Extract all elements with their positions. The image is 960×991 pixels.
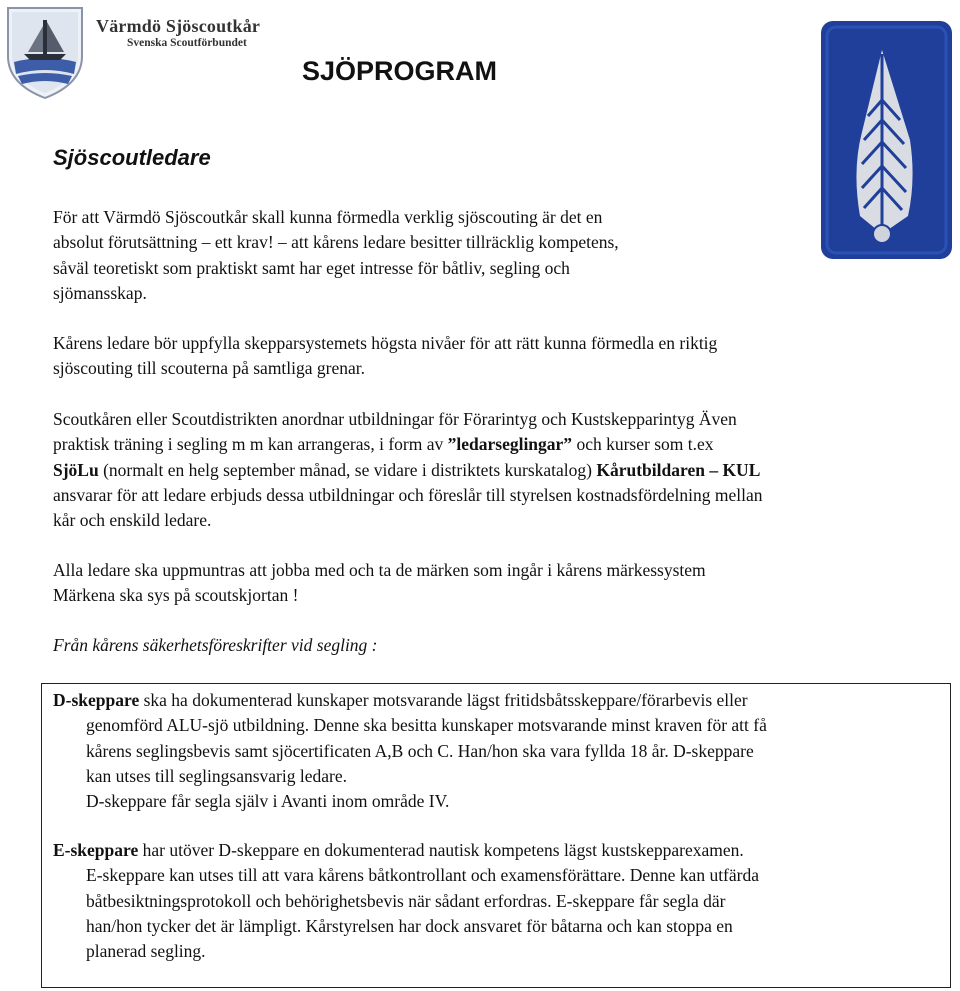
d-skipper-item (53, 688, 933, 814)
text-line: han/hon tycker det är lämpligt. Kårstyrelsen har dock ansvaret för båtarna och kan stoppa en (86, 915, 733, 936)
e-skipper-item (53, 838, 933, 964)
text-line: För att Värmdö Sjöscoutkår skall kunna förmedla verklig sjöscouting är det en (53, 207, 603, 227)
section-title: Sjöscoutledare (53, 145, 211, 170)
text-line: kan utses till seglingsansvarig ledare. (86, 765, 347, 786)
text-line: Märkena ska sys på scoutskjortan ! (53, 585, 299, 606)
text-line: E-skeppare har utöver D-skeppare en dokumenterad nautisk kompetens lägst kustskepparexamen. (53, 840, 744, 860)
d-skipper-term: D-skeppare (53, 690, 140, 710)
training-paragraph (53, 407, 943, 533)
text-line: Scoutkåren eller Scoutdistrikten anordnar utbildningar för Förarintyg och Kustskepparintyg Även (53, 409, 737, 429)
text-line: båtbesiktningsprotokoll och behörighetsbevis när sådant erfordras. E-skeppare får segla där (86, 890, 726, 911)
text-line: planerad segling. (86, 941, 206, 962)
text-line: kårens seglingsbevis samt sjöcertificaten A,B och C. Han/hon ska vara fyllda 18 år. D-skeppare (86, 740, 754, 761)
badges-paragraph (53, 558, 943, 609)
page-title: SJÖPROGRAM (302, 56, 498, 86)
club-logo (4, 4, 86, 100)
text-line: sjömansskap. (53, 282, 147, 303)
e-skipper-term: E-skeppare (53, 840, 139, 860)
org-subtitle: Svenska Scoutförbundet (127, 37, 247, 49)
org-name: Värmdö Sjöscoutkår (96, 16, 261, 36)
kul-term: Kårutbildaren – KUL (596, 459, 761, 480)
text-line: Alla ledare ska uppmuntras att jobba med och ta de märken som ingår i kårens märkessystem (53, 560, 706, 580)
text-line: Kårens ledare bör uppfylla skepparsystemets högsta nivåer för att rätt kunna förmedla en riktig (53, 333, 718, 353)
text-line: ansvarar för att ledare erbjuds dessa utbildningar och föreslår till styrelsen kostnadsfördelning mellan (53, 484, 763, 505)
skipper-level-paragraph (53, 331, 943, 382)
text-line: kår och enskild ledare. (53, 510, 212, 531)
intro-paragraph (53, 205, 943, 306)
text-line: genomförd ALU-sjö utbildning. Denne ska besitta kunskaper motsvarande minst kraven för att få (86, 715, 767, 736)
text-line: såväl teoretiskt som praktiskt samt har eget intresse för båtliv, segling och (53, 257, 570, 278)
text-line: absolut förutsättning – ett krav! – att kårens ledare besitter tillräcklig kompetens, (53, 232, 619, 253)
text-line: praktisk träning i segling m m kan arrangeras, i form av ”ledarseglingar” och kurser som t.ex (53, 434, 714, 455)
text-line: E-skeppare kan utses till att vara kårens båtkontrollant och examensförättare. Denne kan utfärda (86, 865, 759, 886)
sjolu-term: SjöLu (53, 459, 99, 480)
skipper-requirements-box (41, 683, 951, 988)
text-line: D-skeppare ska ha dokumenterad kunskaper motsvarande lägst fritidsbåtsskeppare/förarbevis eller (53, 690, 748, 710)
ledarseglingar-term: ”ledarseglingar” (447, 434, 573, 455)
text-line: sjöscouting till scouterna på samtliga grenar. (53, 358, 366, 379)
text-line: SjöLu (normalt en helg september månad, se vidare i distriktets kurskatalog) Kårutbildaren – KUL (53, 459, 761, 480)
text-line: D-skeppare får segla själv i Avanti inom område IV. (86, 791, 450, 812)
safety-heading: Från kårens säkerhetsföreskrifter vid segling : (53, 635, 378, 655)
